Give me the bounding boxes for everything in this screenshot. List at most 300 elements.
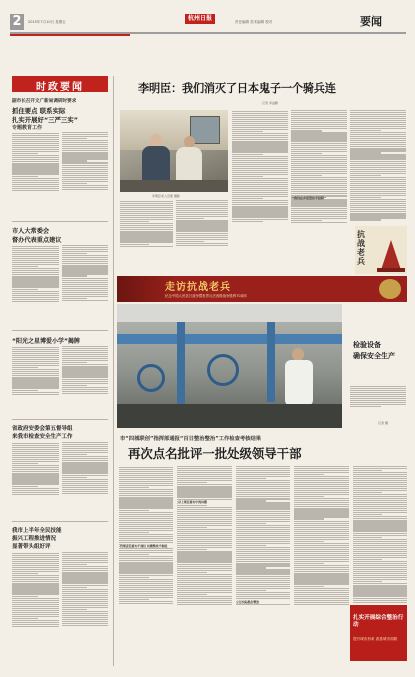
text-line xyxy=(294,523,348,524)
text-line xyxy=(62,273,109,274)
text-line xyxy=(294,571,348,572)
date-line: 2015年7月10日 星期五 xyxy=(28,20,66,24)
text-line xyxy=(294,486,348,487)
text-line xyxy=(350,171,406,172)
text-line xyxy=(62,381,109,382)
promo-title: 扎实开展综合整治行动 xyxy=(353,615,404,628)
text-line xyxy=(119,481,173,482)
text-line xyxy=(119,507,173,508)
text-line xyxy=(12,377,59,378)
text-line xyxy=(62,245,109,246)
text-line xyxy=(294,563,324,564)
text-line xyxy=(120,203,173,204)
text-line xyxy=(62,290,109,291)
monument-icon xyxy=(381,240,401,270)
text-line xyxy=(62,187,109,188)
text-line xyxy=(353,585,407,586)
text-line xyxy=(120,244,149,245)
text-line xyxy=(291,147,347,148)
text-line xyxy=(119,516,173,517)
text-line xyxy=(62,267,109,268)
text-line xyxy=(294,529,348,530)
text-line xyxy=(353,526,407,527)
text-line xyxy=(176,202,229,203)
text-line xyxy=(236,470,290,471)
text-line xyxy=(120,207,173,208)
text-line xyxy=(353,602,407,603)
column-divider xyxy=(113,76,114,666)
text-line xyxy=(236,588,290,589)
text-line xyxy=(350,209,406,210)
text-line xyxy=(177,537,231,538)
text-line xyxy=(236,529,290,530)
text-line xyxy=(353,563,407,564)
text-line xyxy=(62,462,109,463)
text-line xyxy=(12,291,59,292)
text-line xyxy=(353,537,383,538)
text-line xyxy=(232,131,263,132)
text-line xyxy=(120,219,173,220)
text-line xyxy=(294,590,348,591)
text-line xyxy=(177,468,231,469)
text-line xyxy=(232,174,288,175)
text-line xyxy=(177,570,231,571)
text-line xyxy=(62,179,109,180)
text-line xyxy=(177,505,207,506)
text-line xyxy=(294,545,348,546)
section-title: 要闻 xyxy=(360,15,382,28)
text-line xyxy=(232,113,288,114)
text-line xyxy=(350,120,406,121)
text-line xyxy=(12,600,59,601)
text-line xyxy=(12,463,38,464)
text-line xyxy=(12,182,59,183)
text-line xyxy=(62,251,109,252)
text-line xyxy=(119,473,173,474)
text-line xyxy=(119,532,149,533)
text-line xyxy=(12,555,59,556)
text-line xyxy=(62,181,109,182)
article5-headline-3: 显著带头组好评 xyxy=(12,544,51,550)
text-line xyxy=(62,619,109,620)
valve-wheel xyxy=(207,354,239,386)
text-line xyxy=(350,193,406,194)
text-line xyxy=(353,508,407,509)
text-line xyxy=(12,467,59,468)
text-line xyxy=(12,385,59,386)
text-line xyxy=(62,599,109,600)
text-line xyxy=(62,282,109,283)
text-line xyxy=(177,596,231,597)
text-line xyxy=(119,483,173,484)
text-line xyxy=(12,141,59,142)
text-line xyxy=(12,282,59,283)
text-line xyxy=(294,478,348,479)
text-line xyxy=(353,545,407,546)
text-line xyxy=(177,507,231,508)
text-line xyxy=(177,541,231,542)
text-line xyxy=(12,149,59,150)
banner-badge xyxy=(379,279,401,299)
text-line xyxy=(62,348,109,349)
text-line xyxy=(12,494,59,495)
text-line xyxy=(62,185,109,186)
text-line xyxy=(294,579,348,580)
banner-title: 走访抗战老兵 xyxy=(165,282,231,293)
text-line xyxy=(12,490,59,491)
text-line xyxy=(12,563,59,564)
text-line xyxy=(62,605,109,606)
text-line xyxy=(119,556,173,557)
text-line xyxy=(62,167,109,168)
text-line xyxy=(294,512,348,513)
text-line xyxy=(291,177,347,178)
text-line xyxy=(353,528,407,529)
text-line xyxy=(12,173,59,174)
text-line xyxy=(62,393,109,394)
text-line xyxy=(353,504,407,505)
text-line xyxy=(62,576,109,577)
text-line xyxy=(12,254,59,255)
article1-headline-2: 抓住要点 联系实际 xyxy=(12,107,66,115)
text-line xyxy=(294,502,348,503)
text-line xyxy=(353,543,407,544)
main-headline: 李明臣：我们消灭了日本鬼子一个骑兵连 xyxy=(138,82,336,95)
text-line xyxy=(232,178,288,179)
text-line xyxy=(62,261,109,262)
text-line xyxy=(353,593,407,594)
text-line xyxy=(120,227,173,228)
text-line xyxy=(119,595,173,596)
text-line xyxy=(119,538,173,539)
text-line xyxy=(177,592,231,593)
text-line xyxy=(177,584,231,585)
text-line xyxy=(232,180,288,181)
text-line xyxy=(232,125,288,126)
text-line xyxy=(119,524,173,525)
text-line xyxy=(350,167,406,168)
text-line xyxy=(62,265,109,266)
text-line xyxy=(12,394,59,395)
text-line xyxy=(176,226,229,227)
text-line xyxy=(232,133,288,134)
text-line xyxy=(294,559,348,560)
poster-character: 抗战老兵 xyxy=(357,229,365,266)
text-line xyxy=(12,383,59,384)
text-line xyxy=(12,581,59,582)
text-line xyxy=(232,164,288,165)
text-line xyxy=(353,500,407,501)
text-line xyxy=(119,572,173,573)
text-line xyxy=(350,219,381,220)
text-line xyxy=(177,561,231,562)
text-line xyxy=(12,139,59,140)
text-line xyxy=(232,123,288,124)
text-line xyxy=(62,286,109,287)
text-line xyxy=(12,610,59,611)
text-line xyxy=(177,602,231,603)
text-line xyxy=(294,521,348,522)
text-line xyxy=(12,486,38,487)
text-line xyxy=(176,224,229,225)
text-line xyxy=(177,511,231,512)
text-line xyxy=(353,506,407,507)
text-line xyxy=(177,488,231,489)
text-line xyxy=(294,547,348,548)
text-line xyxy=(350,400,406,401)
text-line xyxy=(350,146,406,147)
text-line xyxy=(119,536,173,537)
text-line xyxy=(120,241,173,242)
text-line xyxy=(294,573,348,574)
text-line xyxy=(294,476,348,477)
text-line xyxy=(353,490,407,491)
text-line xyxy=(62,472,109,473)
text-line xyxy=(353,488,407,489)
text-line xyxy=(291,191,347,192)
text-line xyxy=(236,517,290,518)
text-line xyxy=(236,498,290,499)
text-line xyxy=(353,589,407,590)
text-line xyxy=(236,563,290,564)
text-line xyxy=(177,586,231,587)
text-line xyxy=(353,559,383,560)
text-line xyxy=(62,387,109,388)
pipe-main xyxy=(117,334,342,344)
text-line xyxy=(353,516,407,517)
text-line xyxy=(294,592,348,593)
text-line xyxy=(232,121,288,122)
text-line xyxy=(177,545,231,546)
text-line xyxy=(294,531,348,532)
text-line xyxy=(353,522,407,523)
text-line xyxy=(12,357,59,358)
text-line xyxy=(294,533,348,534)
text-line xyxy=(350,179,406,180)
text-line xyxy=(177,547,231,548)
text-line xyxy=(62,370,109,371)
text-line xyxy=(350,122,406,123)
text-line xyxy=(350,185,406,186)
text-line xyxy=(12,151,59,152)
text-line xyxy=(291,208,347,209)
text-line xyxy=(120,223,173,224)
text-line xyxy=(62,350,109,351)
text-line xyxy=(12,565,59,566)
text-line xyxy=(236,543,290,544)
text-line xyxy=(232,219,288,220)
text-line xyxy=(62,142,109,143)
text-line xyxy=(294,594,348,595)
text-line xyxy=(62,574,109,575)
text-line xyxy=(350,205,406,206)
text-line xyxy=(350,402,406,403)
text-line xyxy=(12,163,59,164)
text-line xyxy=(62,140,109,141)
text-line xyxy=(62,257,109,258)
text-line xyxy=(12,145,59,146)
text-line xyxy=(119,579,173,580)
text-line xyxy=(350,183,406,184)
text-line xyxy=(177,480,231,481)
text-line xyxy=(62,263,109,264)
text-line xyxy=(119,514,173,515)
text-line xyxy=(350,386,406,387)
text-line xyxy=(291,165,347,166)
text-line xyxy=(294,500,348,501)
text-line xyxy=(62,284,109,285)
text-line xyxy=(177,531,231,532)
editor-line: 责任编辑 美术编辑 校对 xyxy=(235,20,273,24)
text-line xyxy=(177,549,207,550)
text-line xyxy=(350,169,406,170)
text-line xyxy=(119,599,149,600)
text-line xyxy=(12,250,59,251)
text-line xyxy=(176,233,229,234)
text-line xyxy=(62,589,109,590)
text-line xyxy=(12,248,59,249)
text-line xyxy=(291,163,347,164)
text-line xyxy=(12,451,59,452)
text-line xyxy=(62,360,109,361)
text-line xyxy=(353,524,407,525)
text-line xyxy=(62,615,109,616)
text-line xyxy=(291,161,347,162)
bottom-kicker: 市“四城联创”指挥部通报“百日整治整治”工作检查考核结果 xyxy=(120,436,262,442)
text-line xyxy=(353,581,383,582)
text-line xyxy=(62,621,109,622)
text-line xyxy=(62,493,109,494)
text-line xyxy=(236,567,266,568)
text-line xyxy=(291,193,347,194)
article5-headline-2: 振兴工程推进情况 xyxy=(12,536,57,542)
text-line xyxy=(12,602,59,603)
text-line xyxy=(236,494,290,495)
text-line xyxy=(353,573,407,574)
text-line xyxy=(12,347,59,348)
text-line xyxy=(12,457,59,458)
text-line xyxy=(350,118,406,119)
text-line xyxy=(62,448,109,449)
text-line xyxy=(232,115,288,116)
text-line xyxy=(232,210,288,211)
text-line xyxy=(236,502,290,503)
text-line xyxy=(236,474,290,475)
text-line xyxy=(294,482,348,483)
text-line xyxy=(62,391,109,392)
text-line xyxy=(177,472,231,473)
text-line xyxy=(62,560,109,561)
text-line xyxy=(294,553,348,554)
text-line xyxy=(177,496,231,497)
text-line xyxy=(12,176,38,177)
text-line xyxy=(62,458,109,459)
text-line xyxy=(236,592,290,593)
text-line xyxy=(119,548,173,549)
text-line xyxy=(353,502,407,503)
text-line xyxy=(236,525,290,526)
text-line xyxy=(291,212,347,213)
text-line xyxy=(62,466,109,467)
text-line xyxy=(232,168,288,169)
text-line xyxy=(62,446,109,447)
text-line xyxy=(177,553,231,554)
text-line xyxy=(62,564,88,565)
text-line xyxy=(62,379,109,380)
text-line xyxy=(62,552,109,553)
article4-headline-1: 省政府安委会第五督导组 xyxy=(12,426,73,432)
text-line xyxy=(291,122,347,123)
text-line xyxy=(350,189,406,190)
text-line xyxy=(62,292,109,293)
text-line xyxy=(177,535,231,536)
text-line xyxy=(294,586,324,587)
text-line xyxy=(119,475,173,476)
text-line xyxy=(232,149,288,150)
text-line xyxy=(236,486,290,487)
text-line xyxy=(119,501,173,502)
text-line xyxy=(350,191,406,192)
divider xyxy=(12,330,108,331)
text-line xyxy=(177,576,231,577)
text-line xyxy=(62,389,109,390)
text-line xyxy=(294,596,348,597)
text-line xyxy=(120,221,149,222)
text-line xyxy=(62,554,109,555)
text-line xyxy=(236,555,290,556)
text-line xyxy=(232,212,288,213)
text-line xyxy=(62,362,88,363)
text-line xyxy=(12,569,59,570)
text-line xyxy=(12,274,59,275)
text-line xyxy=(119,554,149,555)
text-line xyxy=(232,166,288,167)
text-line xyxy=(176,200,229,201)
text-line xyxy=(62,280,109,281)
text-line xyxy=(350,140,406,141)
text-line xyxy=(294,518,324,519)
text-line xyxy=(236,565,290,566)
text-line xyxy=(232,198,263,199)
text-line xyxy=(62,582,109,583)
text-line xyxy=(120,237,173,238)
text-line xyxy=(62,456,109,457)
text-line xyxy=(62,454,88,455)
text-line xyxy=(236,596,290,597)
text-line xyxy=(12,620,59,621)
text-line xyxy=(236,500,266,501)
text-line xyxy=(236,537,290,538)
text-line xyxy=(291,173,347,174)
text-line xyxy=(291,134,347,135)
text-line xyxy=(177,568,231,569)
text-line xyxy=(350,126,406,127)
text-line xyxy=(353,598,407,599)
text-line xyxy=(291,112,347,113)
text-line xyxy=(62,160,88,161)
text-line xyxy=(177,521,231,522)
text-line xyxy=(62,346,109,347)
text-line xyxy=(62,556,109,557)
text-line xyxy=(62,146,109,147)
text-line xyxy=(350,142,406,143)
text-line xyxy=(120,229,173,230)
text-line xyxy=(12,256,59,257)
text-line xyxy=(12,155,59,156)
text-line xyxy=(177,557,231,558)
text-line xyxy=(12,553,59,554)
veteran-photo xyxy=(120,110,228,192)
